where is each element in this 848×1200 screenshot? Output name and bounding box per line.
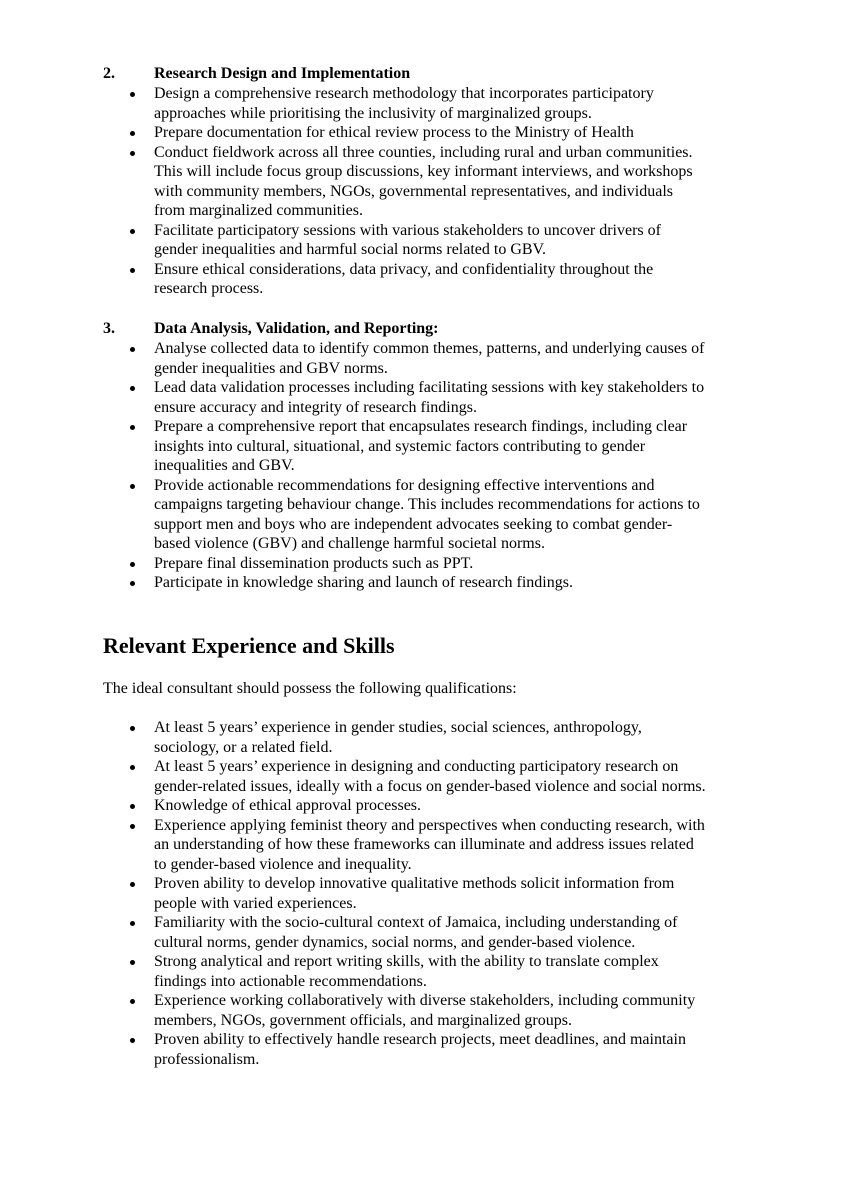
list-item-text-line: Ensure ethical considerations, data privacy, and confidentiality throughout the: [154, 260, 654, 278]
bullet-icon: [130, 1038, 135, 1043]
list-item-text-line: Prepare final dissemination products such as PPT.: [154, 554, 474, 572]
list-item: [154, 476, 754, 554]
list-item-text-line: sociology, or a related field.: [154, 738, 333, 756]
bullet-icon: [130, 921, 135, 926]
list-item-text-line: people with varied experiences.: [154, 894, 357, 912]
list-item-text-line: gender-related issues, ideally with a focus on gender-based violence and social norms.: [154, 777, 706, 795]
bullet-icon: [130, 92, 135, 97]
list-item: [154, 378, 754, 417]
bullet-icon: [130, 999, 135, 1004]
list-item-text-line: campaigns targeting behaviour change. This includes recommendations for actions to: [154, 496, 700, 513]
list-item-text-line: Prepare a comprehensive report that encapsulates research findings, including clear: [154, 418, 688, 435]
bullet-icon: [130, 151, 135, 156]
list-item: [154, 913, 754, 952]
list-item-text-line: Design a comprehensive research methodology that incorporates participatory: [154, 85, 654, 102]
list-item-text-line: members, NGOs, government officials, and marginalized groups.: [154, 1011, 572, 1029]
list-item-text-line: gender inequalities and GBV norms.: [154, 359, 388, 377]
experience-heading: Relevant Experience and Skills: [103, 633, 395, 658]
list-item-text-line: This will include focus group discussions, key informant interviews, and workshops: [154, 163, 693, 180]
list-item-text-line: Proven ability to develop innovative qualitative methods solicit information from: [154, 875, 675, 892]
list-item: [154, 573, 754, 593]
list-item-text-line: inequalities and GBV.: [154, 457, 295, 474]
list-item-text-line: ensure accuracy and integrity of research findings.: [154, 398, 477, 416]
bullet-icon: [130, 960, 135, 965]
list-item-text-line: approaches while prioritising the inclusivity of marginalized groups.: [154, 104, 592, 122]
section-3-list: [154, 339, 754, 593]
bullet-icon: [130, 765, 135, 770]
bullet-icon: [130, 425, 135, 430]
list-item-text-line: from marginalized communities.: [154, 202, 363, 219]
list-item-text-line: Participate in knowledge sharing and launch of research findings.: [154, 574, 573, 591]
list-item: [154, 874, 754, 913]
section-2-list: [154, 84, 754, 299]
list-item-text-line: At least 5 years’ experience in gender studies, social sciences, anthropology,: [154, 719, 642, 736]
list-item-text-line: with community members, NGOs, governmental representatives, and individuals: [154, 182, 673, 200]
bullet-icon: [130, 824, 135, 829]
bullet-icon: [130, 386, 135, 391]
bullet-icon: [130, 804, 135, 809]
list-item-text-line: Prepare documentation for ethical review process to the Ministry of Health: [154, 124, 634, 141]
list-item-text-line: to gender-based violence and inequality.: [154, 855, 412, 873]
list-item-text-line: insights into cultural, situational, and systemic factors contributing to gender: [154, 437, 646, 455]
bullet-icon: [130, 581, 135, 586]
experience-intro: The ideal consultant should possess the following qualifications:: [103, 680, 517, 697]
list-item: [154, 123, 754, 143]
list-item-text-line: Lead data validation processes including facilitating sessions with key stakeholders to: [154, 379, 705, 396]
list-item-text-line: support men and boys who are independent advocates seeking to combat gender-: [154, 515, 673, 533]
list-item: [154, 143, 754, 221]
list-item-text-line: Analyse collected data to identify common themes, patterns, and underlying causes of: [154, 340, 705, 357]
list-item: [154, 221, 754, 260]
list-item: [154, 260, 754, 299]
bullet-icon: [130, 131, 135, 136]
list-item-text-line: findings into actionable recommendations.: [154, 972, 427, 990]
list-item-text-line: Knowledge of ethical approval processes.: [154, 797, 422, 814]
list-item-text-line: gender inequalities and harmful social norms related to GBV.: [154, 241, 547, 258]
bullet-icon: [130, 268, 135, 273]
list-item-text-line: At least 5 years’ experience in designing and conducting participatory research on: [154, 758, 679, 775]
section-3-title: Data Analysis, Validation, and Reporting:: [154, 320, 439, 337]
list-item: [154, 796, 754, 816]
list-item-text-line: professionalism.: [154, 1050, 260, 1068]
list-item-text-line: Facilitate participatory sessions with various stakeholders to uncover drivers of: [154, 221, 661, 239]
list-item-text-line: Provide actionable recommendations for designing effective interventions and: [154, 476, 655, 494]
section-3-number: 3.: [103, 320, 115, 337]
list-item: [154, 84, 754, 123]
list-item: [154, 991, 754, 1030]
bullet-icon: [130, 882, 135, 887]
list-item: [154, 816, 754, 875]
list-item: [154, 339, 754, 378]
list-item: [154, 417, 754, 476]
list-item: [154, 952, 754, 991]
list-item: [154, 554, 754, 574]
list-item-text-line: cultural norms, gender dynamics, social norms, and gender-based violence.: [154, 933, 636, 951]
bullet-icon: [130, 347, 135, 352]
bullet-icon: [130, 726, 135, 731]
list-item: [154, 718, 754, 757]
bullet-icon: [130, 562, 135, 567]
experience-list: [154, 718, 754, 1069]
list-item-text-line: Strong analytical and report writing skills, with the ability to translate complex: [154, 953, 659, 970]
list-item: [154, 1030, 754, 1069]
section-2-title: Research Design and Implementation: [154, 65, 411, 82]
bullet-icon: [130, 229, 135, 234]
list-item-text-line: Experience working collaboratively with diverse stakeholders, including community: [154, 992, 696, 1009]
list-item: [154, 757, 754, 796]
list-item-text-line: Proven ability to effectively handle research projects, meet deadlines, and maintain: [154, 1031, 686, 1048]
list-item-text-line: an understanding of how these frameworks can illuminate and address issues related: [154, 836, 694, 853]
section-2-number: 2.: [103, 65, 115, 82]
list-item-text-line: Conduct fieldwork across all three counties, including rural and urban communities.: [154, 143, 693, 161]
list-item-text-line: research process.: [154, 280, 264, 297]
bullet-icon: [130, 484, 135, 489]
list-item-text-line: based violence (GBV) and challenge harmful societal norms.: [154, 535, 545, 552]
list-item-text-line: Familiarity with the socio-cultural context of Jamaica, including understanding of: [154, 914, 678, 931]
list-item-text-line: Experience applying feminist theory and perspectives when conducting research, with: [154, 816, 705, 834]
